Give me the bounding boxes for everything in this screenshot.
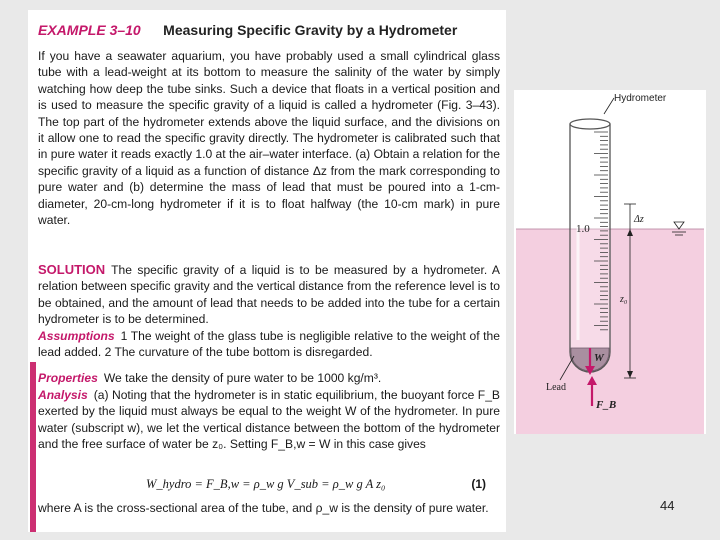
analysis-text: (a) Noting that the hydrometer is in static equilibrium, the buoyant force F_B exerted by the liquid must always be equal to the weight W of the hydrometer. In pure water (subscript w), we let the vertical distance between the bottom of the hydrometer and the free surface of water be z₀. Setting F_B,w = W in this case gives: [38, 388, 500, 452]
properties-paragraph: [38, 370, 500, 386]
textbook-page: [28, 10, 506, 532]
solution-text: The specific gravity of a liquid is to be measured by a hydrometer. A relation between specific gravity and the vertical distance from the reference level is to be obtained, and the amount of lead that needs to be added into the tube for a certain hydrometer is to be determined.: [38, 263, 500, 327]
hydrometer-figure: [514, 90, 706, 434]
properties-text: We take the density of pure water to be 1000 kg/m³.: [103, 371, 382, 385]
solution-label: SOLUTION: [38, 262, 106, 277]
analysis-label: Analysis: [38, 388, 88, 402]
delta-z-label: Δz: [634, 214, 644, 225]
example-label: EXAMPLE 3–10: [38, 22, 141, 38]
hydrometer-label: Hydrometer: [614, 93, 667, 104]
equation-number: (1): [471, 477, 486, 491]
hydrometer-diagram: [514, 90, 706, 434]
example-header: [38, 22, 457, 40]
page-number: 44: [660, 498, 675, 513]
properties-label: Properties: [38, 371, 98, 385]
solution-paragraph: [38, 262, 500, 328]
z0-label: z₀: [620, 294, 628, 305]
tube-opening: [570, 119, 610, 129]
weight-label: W: [594, 352, 604, 364]
equation-1: W_hydro = F_B,w = ρ_w g V_sub = ρ_w g A z₀: [146, 477, 386, 491]
assumptions-label: Assumptions: [38, 329, 115, 343]
example-title: Measuring Specific Gravity by a Hydrometer: [163, 22, 458, 38]
margin-accent-bar: [30, 362, 36, 532]
closing-text: where A is the cross-sectional area of the tube, and ρ_w is the density of pure water.: [38, 501, 489, 515]
lead-label: Lead: [546, 382, 566, 393]
buoyant-force-label: F_B: [596, 399, 617, 411]
assumptions-text: 1 The weight of the glass tube is negligible relative to the weight of the lead added. 2 The curvature of the tube bottom is disregarded.: [38, 329, 500, 360]
assumptions-paragraph: [38, 328, 500, 361]
hydrometer-leader: [604, 98, 614, 114]
reading-label: 1.0: [576, 223, 590, 235]
example-body: If you have a seawater aquarium, you have probably used a small cylindrical glass tube with a lead-weight at its bottom to measure the salinity of the water by simply watching how deep the tube sinks. Such a device that floats in a vertical position and is used to measure the specific gravity of a liquid is called a hydrometer (Fig. 3–43). The top part of the hydrometer extends above the liquid surface, and the divisions on it allow one to read the specific gravity directly. The hydrometer is calibrated such that in pure water it reads exactly 1.0 at the air–water interface. (a) Obtain a relation for the specific gravity of a liquid as a function of distance Δz from the mark corresponding to pure water and (b) determine the mass of lead that must be poured into a 1-cm-diameter, 20-cm-long hydrometer if it is to float halfway (the 10-cm mark) in pure water.: [38, 49, 500, 228]
analysis-paragraph: [38, 387, 500, 453]
free-surface-symbol: [674, 222, 684, 229]
